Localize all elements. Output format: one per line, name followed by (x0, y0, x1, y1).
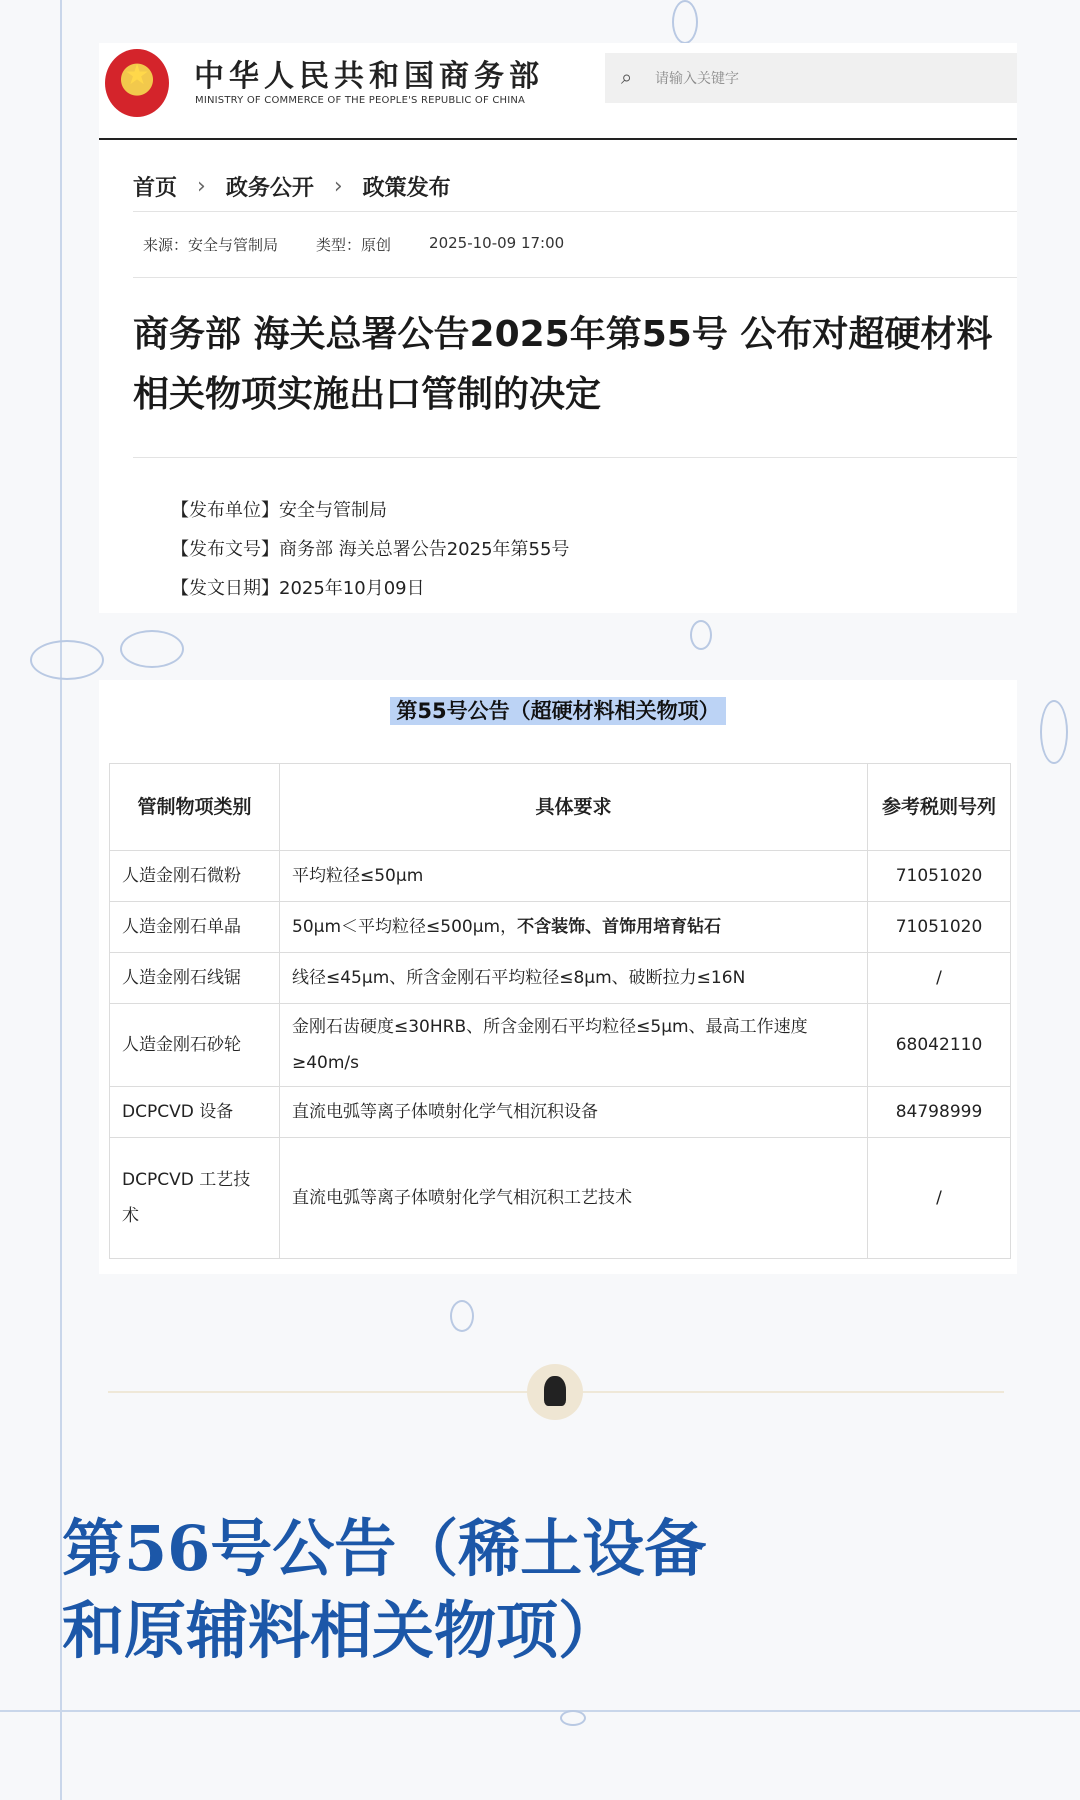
column-header-requirement: 具体要求 (280, 764, 868, 851)
requirement-text: 线径≤45μm、所含金刚石平均粒径≤8μm、破断拉力≤16N (292, 968, 746, 988)
section-heading (62, 1508, 1022, 1672)
info-date: 【发文日期】2025年10月09日 (171, 578, 425, 599)
requirement-text: 50μm＜平均粒径≤500μm， (292, 917, 518, 937)
decorative-doodle (560, 1710, 586, 1726)
breadcrumb-home[interactable]: 首页 (133, 176, 178, 201)
cell-requirement (280, 851, 868, 902)
divider (133, 457, 1017, 458)
cell-tariff-code: / (868, 1138, 1011, 1259)
cell-category: DCPCVD 工艺技术 (110, 1138, 280, 1259)
cell-requirement (280, 1138, 868, 1259)
table-row (110, 1004, 1011, 1087)
table-row (110, 1087, 1011, 1138)
breadcrumb (133, 171, 451, 202)
chevron-right-icon: › (333, 174, 343, 199)
cell-category: 人造金刚石线锯 (110, 953, 280, 1004)
breadcrumb-government-affairs[interactable]: 政务公开 (225, 176, 314, 201)
decorative-horizontal-line (0, 1710, 1080, 1712)
table-row (110, 953, 1011, 1004)
controlled-items-table (109, 763, 1011, 1259)
decorative-doodle (450, 1300, 474, 1332)
table-card (99, 680, 1017, 1274)
table-header-row (110, 764, 1011, 851)
cell-tariff-code: 71051020 (868, 851, 1011, 902)
cell-category: 人造金刚石砂轮 (110, 1004, 280, 1087)
section-heading-line2: 和原辅料相关物项） (62, 1594, 621, 1667)
requirement-bold-text: 不含装饰、首饰用培育钻石 (517, 917, 722, 937)
article-title: 商务部 海关总署公告2025年第55号 公布对超硬材料相关物项实施出口管制的决定 (133, 314, 993, 415)
table-row (110, 1138, 1011, 1259)
meta-type: 类型：原创 (316, 236, 392, 254)
national-emblem-icon (105, 49, 169, 117)
search-box[interactable] (605, 53, 1017, 103)
site-header (99, 43, 1017, 138)
article-card (99, 43, 1017, 613)
cell-category: 人造金刚石微粉 (110, 851, 280, 902)
site-title: 中华人民共和国商务部 (194, 59, 544, 94)
cell-tariff-code: 68042110 (868, 1004, 1011, 1087)
search-input[interactable] (653, 65, 997, 93)
table-caption-text: 第55号公告（超硬材料相关物项） (390, 697, 725, 725)
divider (133, 277, 1017, 278)
divider (133, 211, 1017, 212)
cell-category: DCPCVD 设备 (110, 1087, 280, 1138)
cell-requirement (280, 953, 868, 1004)
cell-tariff-code: 71051020 (868, 902, 1011, 953)
section-heading-line1: 第56号公告（稀土设备 (62, 1512, 707, 1585)
info-issuer: 【发布单位】安全与管制局 (171, 500, 387, 521)
column-header-tariff-code: 参考税则号列 (868, 764, 1011, 851)
table-row (110, 851, 1011, 902)
decorative-doodle (1040, 700, 1068, 764)
cell-tariff-code: 84798999 (868, 1087, 1011, 1138)
site-subtitle: MINISTRY OF COMMERCE OF THE PEOPLE'S REPUBLIC OF CHINA (195, 95, 526, 106)
article-meta (143, 234, 564, 255)
seal-badge-icon (527, 1364, 583, 1420)
cell-requirement (280, 1087, 868, 1138)
column-header-category: 管制物项类别 (110, 764, 280, 851)
decorative-doodle (30, 640, 104, 680)
article-info (171, 491, 569, 608)
table-row (110, 902, 1011, 953)
requirement-text: 直流电弧等离子体喷射化学气相沉积设备 (292, 1102, 598, 1122)
breadcrumb-policy-release[interactable]: 政策发布 (362, 176, 451, 201)
cell-tariff-code: / (868, 953, 1011, 1004)
meta-source: 来源：安全与管制局 (143, 236, 279, 254)
decorative-doodle (672, 0, 698, 44)
chevron-right-icon: › (197, 174, 206, 199)
info-doc-number: 【发布文号】商务部 海关总署公告2025年第55号 (171, 539, 570, 560)
table-caption (99, 695, 1017, 725)
cell-category: 人造金刚石单晶 (110, 902, 280, 953)
decorative-doodle (120, 630, 184, 668)
requirement-text: 平均粒径≤50μm (292, 866, 424, 886)
cell-requirement (280, 902, 868, 953)
search-icon[interactable]: ⌕ (621, 65, 633, 89)
header-divider (99, 138, 1017, 140)
meta-datetime: 2025-10-09 17:00 (429, 234, 565, 252)
requirement-text: 金刚石齿硬度≤30HRB、所含金刚石平均粒径≤5μm、最高工作速度≥40m/s (292, 1017, 808, 1073)
requirement-text: 直流电弧等离子体喷射化学气相沉积工艺技术 (292, 1188, 632, 1208)
cell-requirement (280, 1004, 868, 1087)
decorative-doodle (690, 620, 712, 650)
